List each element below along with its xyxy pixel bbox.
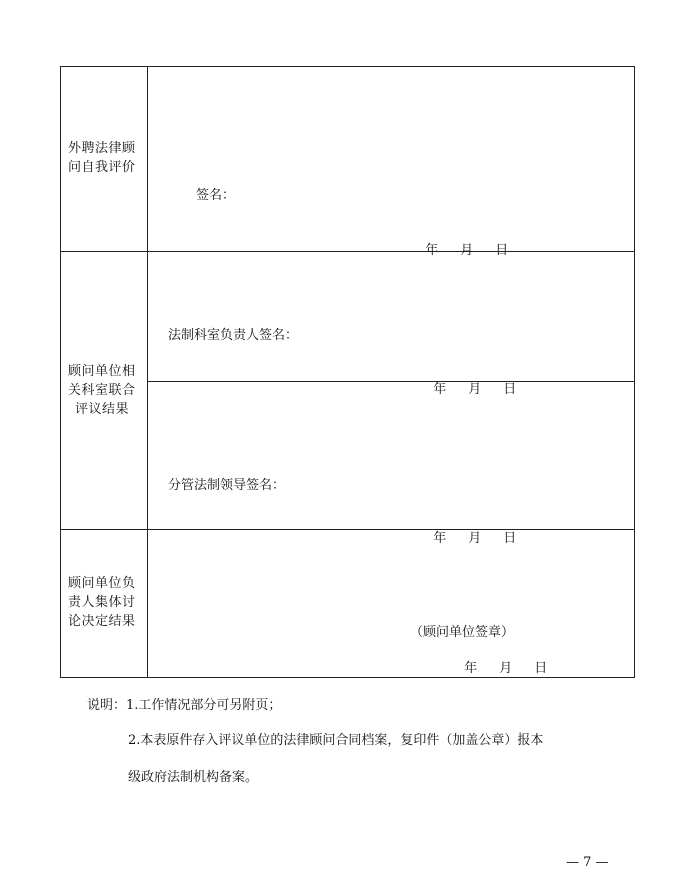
date-month: 月 — [460, 243, 474, 258]
note-line-2: 2.本表原件存入评议单位的法律顾问合同档案，复印件（加盖公章）报本 — [128, 733, 544, 748]
page-number: — 7 — — [566, 855, 609, 870]
date-line — [417, 224, 508, 258]
table-column-divider — [147, 66, 148, 678]
collective-decision-label — [68, 574, 136, 631]
date-line — [425, 512, 516, 546]
date-year: 年 — [433, 531, 447, 546]
table-row-divider — [60, 251, 635, 252]
label-line: 评议结果 — [75, 402, 130, 417]
label-line: 问自我评价 — [68, 160, 136, 175]
legal-office-head-signature-label: 法制科室负责人签名： — [168, 328, 299, 343]
note-line-3: 级政府法制机构备案。 — [128, 770, 259, 785]
date-year: 年 — [464, 661, 478, 676]
date-year: 年 — [425, 243, 439, 258]
note-line-1: 说明：1.工作情况部分可另附页； — [87, 698, 282, 713]
signature-label: 签名： — [196, 188, 236, 203]
date-month: 月 — [499, 661, 513, 676]
self-evaluation-label — [68, 139, 136, 177]
date-month: 月 — [468, 382, 482, 397]
date-line — [425, 363, 516, 397]
legal-leader-signature-label: 分管法制领导签名： — [168, 478, 286, 493]
label-line: 顾问单位相 — [68, 364, 136, 379]
table-row-divider — [60, 529, 635, 530]
label-line: 外聘法律顾 — [68, 141, 136, 156]
seal-label: （顾问单位签章） — [410, 625, 515, 640]
label-line: 关科室联合 — [68, 383, 136, 398]
date-day: 日 — [534, 661, 548, 676]
date-line — [456, 642, 547, 676]
joint-review-label — [68, 362, 136, 419]
date-year: 年 — [433, 382, 447, 397]
date-day: 日 — [495, 243, 509, 258]
date-month: 月 — [468, 531, 482, 546]
table-border-left — [60, 66, 61, 678]
label-line: 论决定结果 — [68, 614, 136, 629]
label-line: 责人集体讨 — [68, 595, 136, 610]
date-day: 日 — [503, 382, 517, 397]
date-day: 日 — [503, 531, 517, 546]
table-border-right — [634, 66, 635, 678]
label-line: 顾问单位负 — [68, 576, 136, 591]
table-subrow-divider — [147, 381, 635, 382]
